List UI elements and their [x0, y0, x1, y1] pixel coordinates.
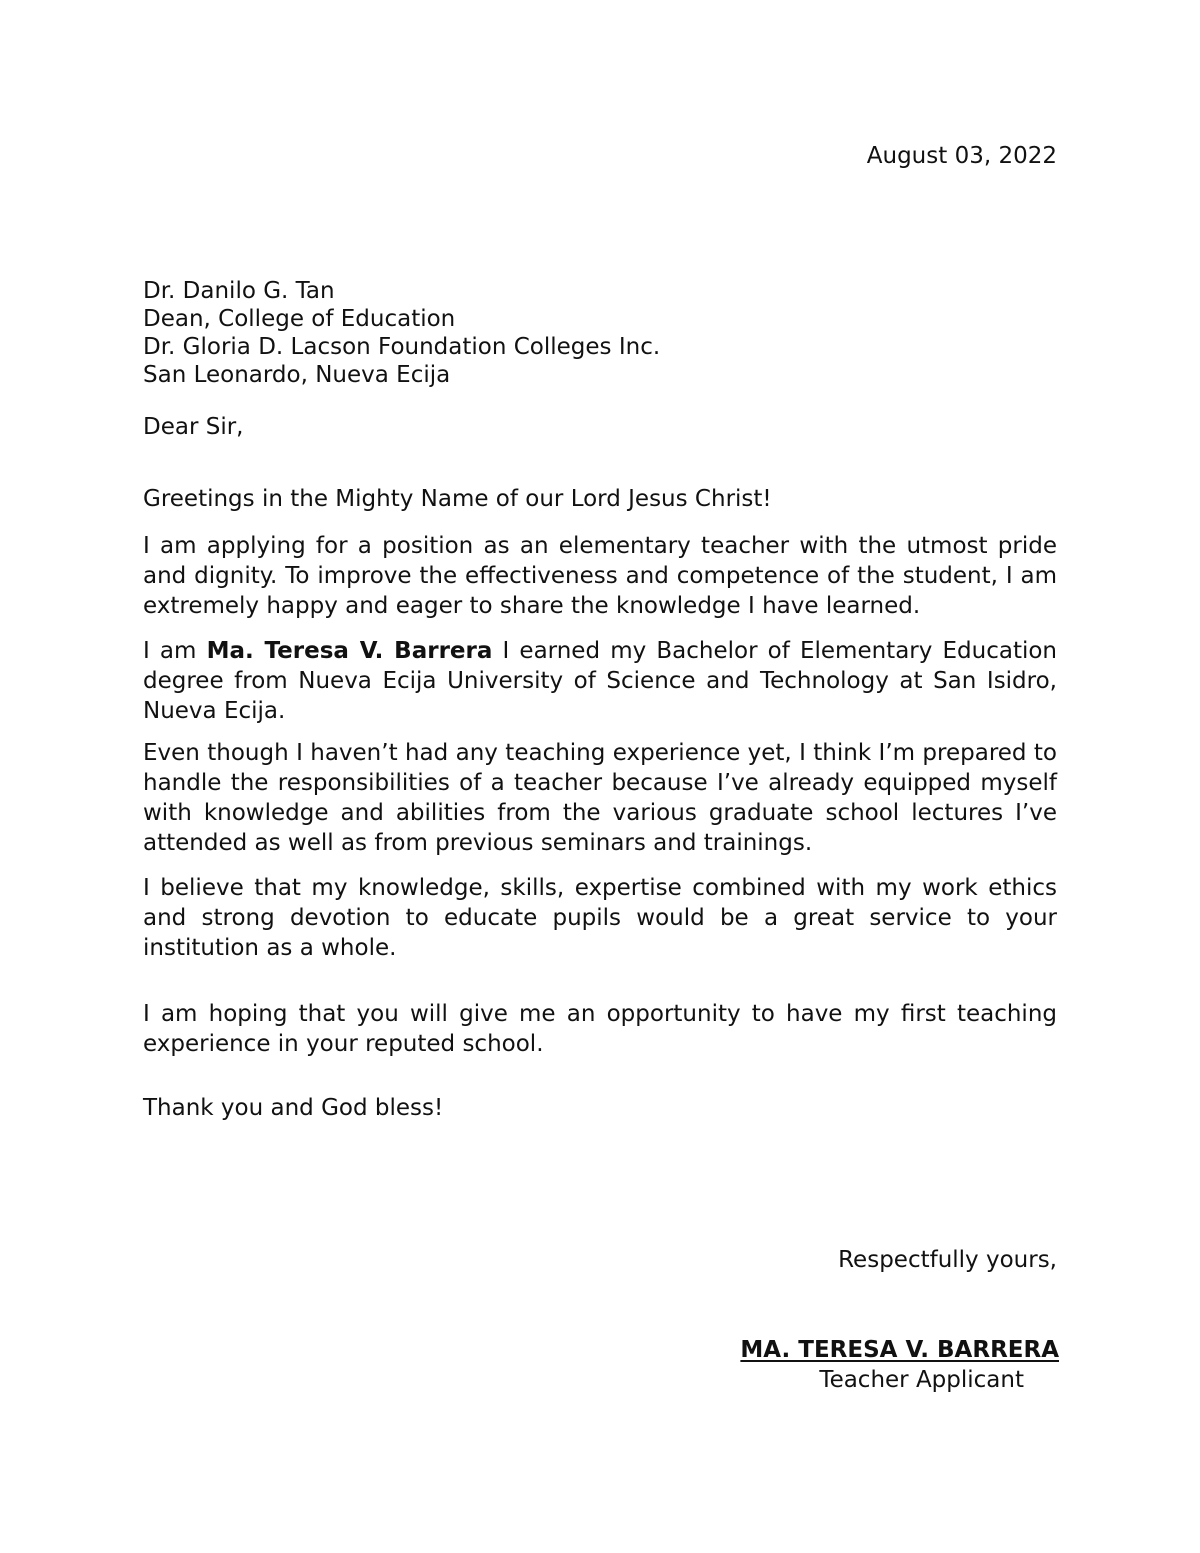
letter-date: August 03, 2022 [866, 143, 1057, 169]
recipient-institution: Dr. Gloria D. Lacson Foundation Colleges Inc. [143, 334, 661, 360]
paragraph-education-suffix: I earned my Bachelor of Elementary Education degree from Nueva Ecija University of Science and Technology at San Isidro, Nueva Ecija. [143, 638, 1057, 724]
recipient-title: Dean, College of Education [143, 306, 456, 332]
applicant-name-inline: Ma. Teresa V. Barrera [206, 638, 493, 664]
paragraph-request: I am hoping that you will give me an opportunity to have my first teaching experience in your reputed school. [143, 1001, 1057, 1057]
salutation: Dear Sir, [143, 414, 244, 440]
recipient-address [143, 277, 660, 389]
signatory-title: Teacher Applicant [819, 1367, 1024, 1393]
paragraph-education [143, 636, 1057, 726]
paragraph-education-prefix: I am [143, 638, 207, 664]
closing-line: Respectfully yours, [838, 1247, 1057, 1273]
paragraph-intent: I am applying for a position as an elementary teacher with the utmost pride and dignity. To improve the effectiveness and competence of the student, I am extremely happy and eager to share the knowledge I have learned. [143, 533, 1057, 619]
paragraph-skills: I believe that my knowledge, skills, expertise combined with my work ethics and strong devotion to educate pupils would be a great service to your institution as a whole. [143, 875, 1057, 961]
thanks-line: Thank you and God bless! [143, 1095, 444, 1121]
recipient-name: Dr. Danilo G. Tan [143, 278, 335, 304]
recipient-location: San Leonardo, Nueva Ecija [143, 362, 451, 388]
paragraph-experience: Even though I haven’t had any teaching experience yet, I think I’m prepared to handle the responsibilities of a teacher because I’ve already equipped myself with knowledge and abilities from the various graduate school lectures I’ve attended as well as from previous seminars and trainings. [143, 740, 1057, 856]
greeting-line: Greetings in the Mighty Name of our Lord Jesus Christ! [143, 486, 772, 512]
signatory-name: MA. TERESA V. BARRERA [740, 1337, 1059, 1363]
